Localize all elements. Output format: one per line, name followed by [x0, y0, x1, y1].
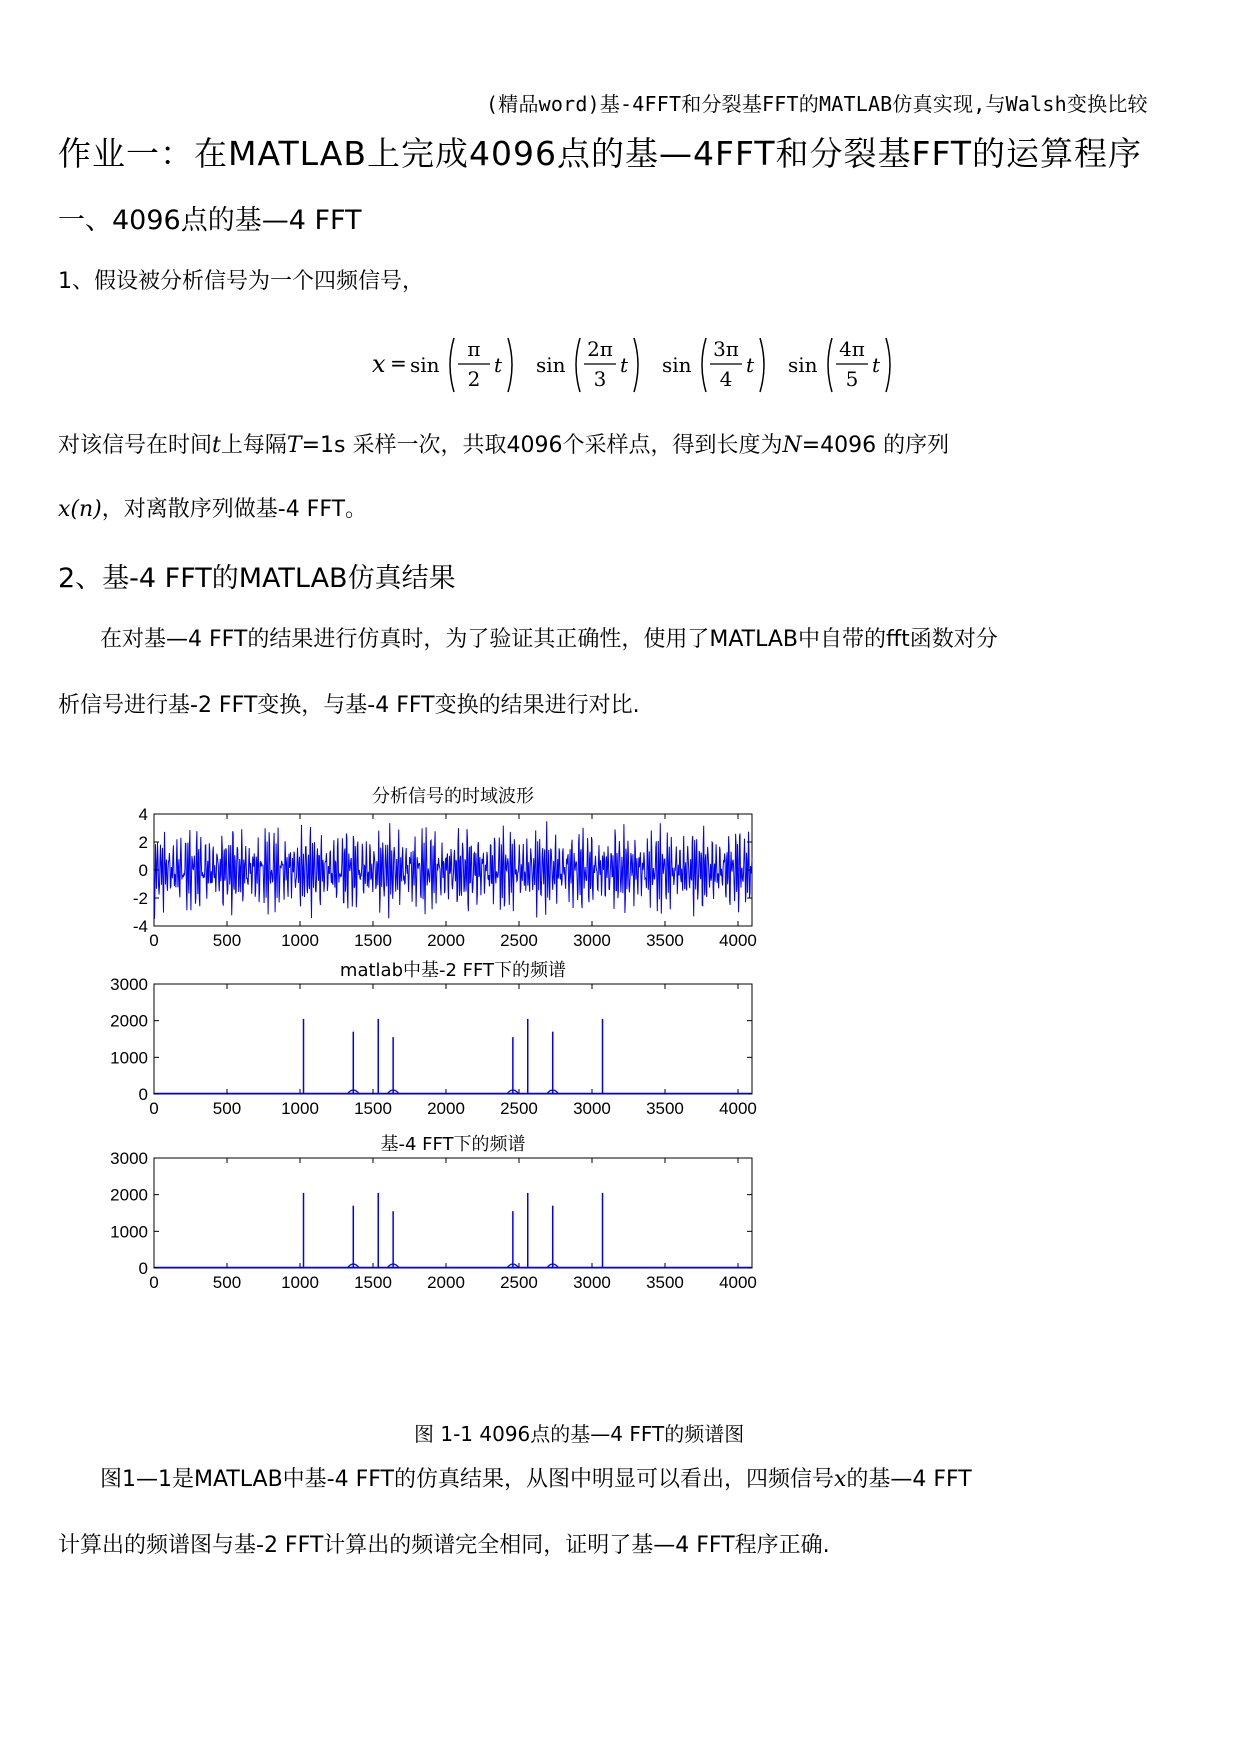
formula-den-2: 4: [719, 367, 733, 391]
formula-t-0: t: [494, 353, 503, 377]
x-tick-label: 2000: [427, 1099, 465, 1118]
x-tick-label: 500: [212, 931, 242, 950]
formula-eq: =: [390, 351, 407, 375]
sampling-t: t: [212, 433, 221, 458]
formula-lparen-2: [702, 338, 706, 392]
sampling-text-2: 上每隔: [220, 433, 287, 458]
formula-var: x: [372, 350, 386, 378]
sampling-T-val: =1s: [301, 433, 346, 458]
y-tick-label: 2: [138, 833, 148, 852]
formula-rparen-0: [508, 338, 512, 392]
section2-heading: 2、基-4 FFT的MATLAB仿真结果: [58, 563, 456, 594]
y-tick-label: 2000: [110, 1011, 148, 1031]
x-tick-label: 1500: [354, 1273, 392, 1292]
formula-lparen-3: [828, 338, 832, 392]
sequence-var: x(n): [58, 497, 102, 522]
chart-title: matlab中基-2 FFT下的频谱: [339, 960, 567, 981]
x-tick-label: 3000: [573, 1273, 611, 1292]
sequence-sentence: [58, 492, 367, 523]
x-tick-label: 1000: [281, 931, 319, 950]
x-tick-label: 1500: [354, 931, 392, 950]
figure-1-1: [108, 784, 868, 1384]
formula-lparen-0: [450, 338, 454, 392]
figure-caption: 图 1-1 4096点的基—4 FFT的频谱图: [414, 1422, 745, 1446]
y-tick-label: -4: [132, 917, 148, 936]
section1-item1: 1、假设被分析信号为一个四频信号，: [58, 269, 424, 294]
formula-rparen-2: [760, 338, 764, 392]
section1-heading: 一、4096点的基—4 FFT: [58, 205, 362, 236]
formula-t-1: t: [620, 353, 629, 377]
para2-line1-b: 的基—4 FFT: [846, 1467, 972, 1492]
sequence-text: ，对离散序列做基-4 FFT。: [101, 497, 368, 522]
x-tick-label: 2500: [500, 1273, 538, 1292]
formula-t-3: t: [872, 353, 881, 377]
formula-sin-1: sin: [536, 353, 566, 377]
assignment-title: 作业一：在MATLAB上完成4096点的基—4FFT和分裂基FFT的运算程序: [58, 134, 1143, 173]
formula-rparen-1: [634, 338, 638, 392]
x-tick-label: 4000: [719, 1273, 757, 1292]
x-tick-label: 3500: [646, 1099, 684, 1118]
para2-line2: 计算出的频谱图与基-2 FFT计算出的频谱完全相同，证明了基—4 FFT程序正确.: [58, 1533, 830, 1558]
x-tick-label: 0: [149, 1273, 159, 1292]
y-tick-label: 0: [138, 861, 148, 880]
formula-den-1: 3: [593, 367, 607, 391]
x-tick-label: 3000: [573, 1099, 611, 1118]
y-tick-label: 0: [138, 1085, 148, 1104]
sampling-text-1: 对该信号在时间: [58, 433, 213, 458]
formula-den-3: 5: [845, 367, 859, 391]
formula-sin-2: sin: [662, 353, 692, 377]
y-tick-label: 4: [138, 805, 148, 824]
signal-formula: [372, 330, 892, 400]
x-tick-label: 1000: [281, 1099, 319, 1118]
y-tick-label: 1000: [110, 1222, 148, 1242]
sampling-T: T: [286, 433, 302, 458]
y-tick-label: -2: [132, 889, 148, 908]
chart-title: 基-4 FFT下的频谱: [380, 1134, 526, 1155]
chart-3: [110, 1134, 757, 1292]
y-tick-label: 3000: [110, 975, 148, 994]
x-tick-label: 0: [149, 931, 159, 950]
x-tick-label: 4000: [719, 1099, 757, 1118]
x-tick-label: 2000: [427, 1273, 465, 1292]
x-tick-label: 3000: [573, 931, 611, 950]
sampling-text-4: 的序列: [883, 433, 950, 458]
plot-frame: [154, 1158, 752, 1268]
formula-t-2: t: [746, 353, 755, 377]
y-tick-label: 3000: [110, 1149, 148, 1168]
para2-line1: [100, 1462, 972, 1493]
x-tick-label: 500: [212, 1273, 242, 1292]
formula-rparen-3: [886, 338, 890, 392]
x-tick-label: 4000: [719, 931, 757, 950]
header-note: (精品word)基-4FFT和分裂基FFT的MATLAB仿真实现,与Walsh变换比较: [486, 92, 1148, 116]
x-tick-label: 500: [212, 1099, 242, 1118]
y-tick-label: 1000: [110, 1048, 148, 1068]
sampling-N-val: =4096: [801, 433, 877, 458]
chart-title: 分析信号的时域波形: [372, 786, 534, 807]
para1-line2: 析信号进行基-2 FFT变换，与基-4 FFT变换的结果进行对比.: [58, 693, 640, 718]
formula-num-2: 3π: [713, 337, 739, 361]
formula-num-3: 4π: [839, 337, 865, 361]
para2-var: x: [833, 1467, 847, 1492]
x-tick-label: 2500: [500, 931, 538, 950]
waveform-line: [154, 821, 752, 918]
formula-sin-0: sin: [410, 353, 440, 377]
x-tick-label: 2000: [427, 931, 465, 950]
chart-2: [110, 960, 757, 1118]
sampling-N: N: [782, 433, 802, 458]
formula-num-1: 2π: [587, 337, 613, 361]
x-tick-label: 1500: [354, 1099, 392, 1118]
y-tick-label: 0: [138, 1259, 148, 1278]
formula-den-0: 2: [467, 367, 481, 391]
para2-line1-a: 图1—1是MATLAB中基-4 FFT的仿真结果，从图中明显可以看出，四频信号: [100, 1467, 834, 1492]
chart-1: [133, 786, 757, 950]
para1-line1: 在对基—4 FFT的结果进行仿真时，为了验证其正确性，使用了MATLAB中自带的fft函数对分: [100, 627, 998, 652]
formula-lparen-1: [576, 338, 580, 392]
x-tick-label: 3500: [646, 931, 684, 950]
y-tick-label: 2000: [110, 1185, 148, 1205]
formula-sin-3: sin: [788, 353, 818, 377]
sampling-sentence: [58, 428, 949, 459]
x-tick-label: 2500: [500, 1099, 538, 1118]
x-tick-label: 0: [149, 1099, 159, 1118]
x-tick-label: 3500: [646, 1273, 684, 1292]
formula-num-0: π: [467, 337, 481, 361]
sampling-text-3: 采样一次，共取4096个采样点，得到长度为: [352, 433, 783, 458]
plot-frame: [154, 984, 752, 1094]
x-tick-label: 1000: [281, 1273, 319, 1292]
